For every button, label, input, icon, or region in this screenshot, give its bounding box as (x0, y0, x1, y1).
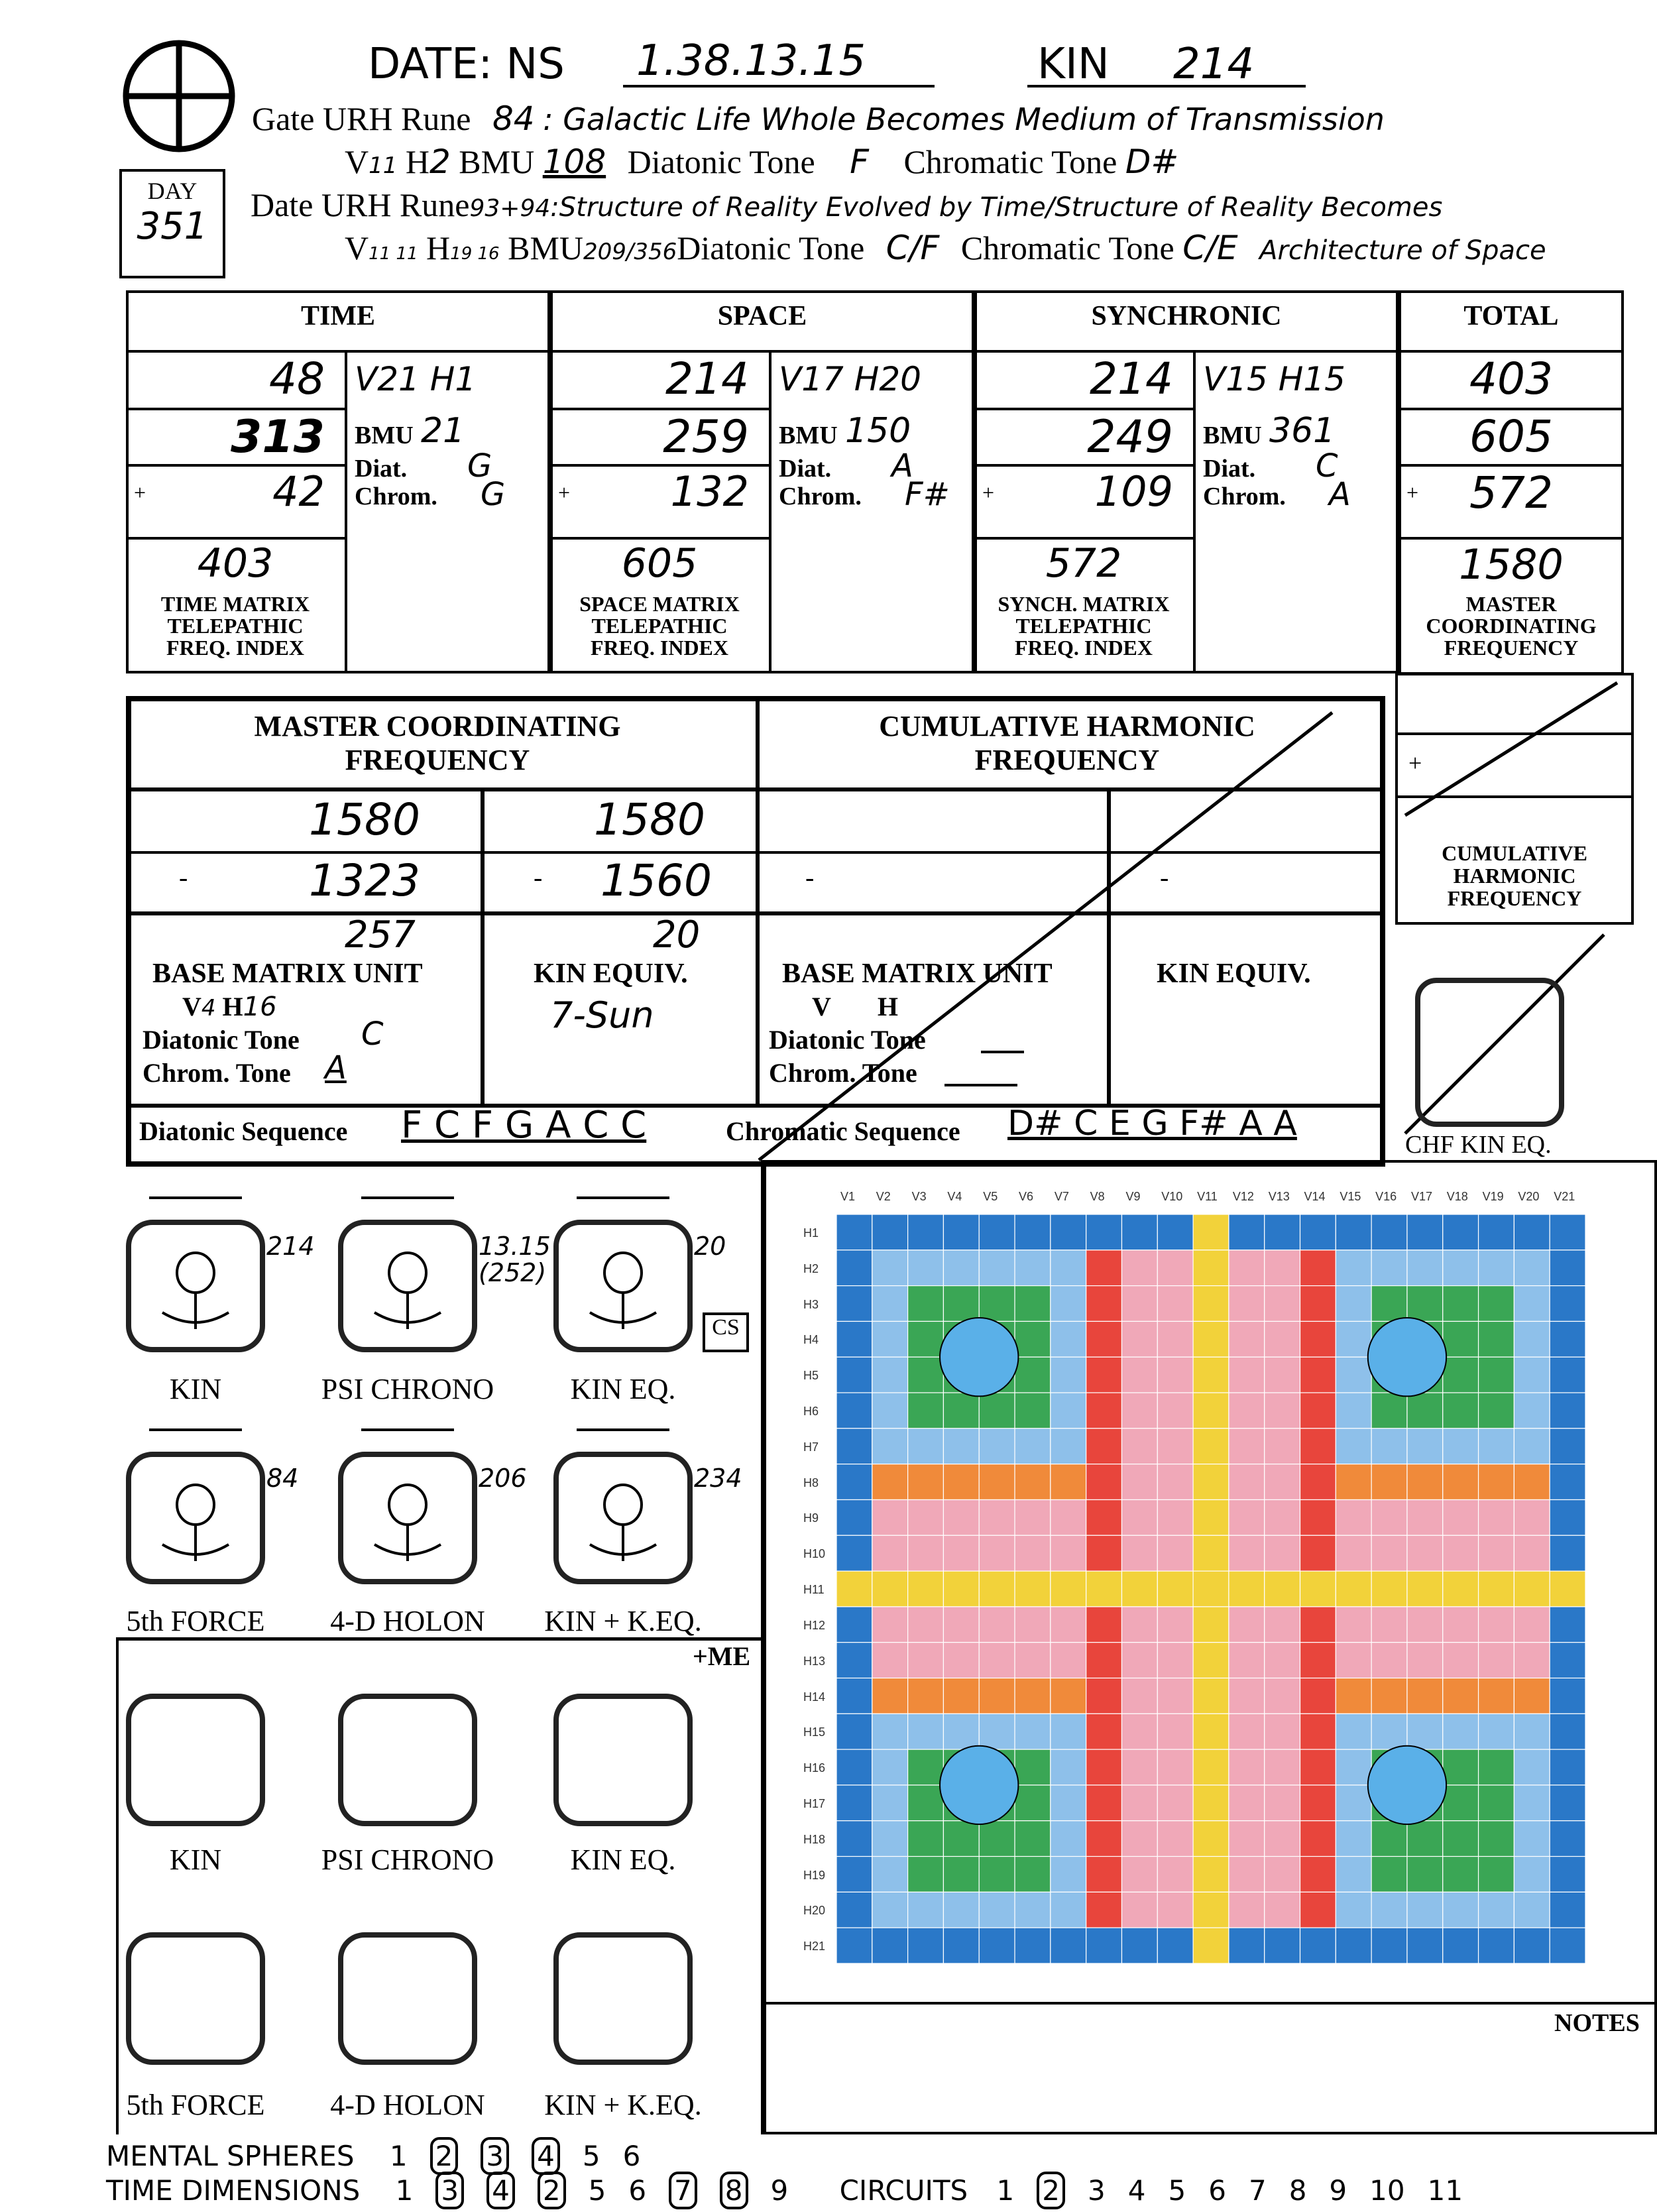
kin-equiv-label: KIN EQUIV. (534, 959, 688, 989)
footer-value: 3 (1088, 2174, 1106, 2207)
space-chrom: F# (905, 476, 950, 513)
gate-rune-value: 84 (492, 99, 535, 138)
chf-bmu-vh: V H (812, 992, 899, 1021)
glyph-caption: KIN (169, 1843, 222, 1876)
gate-v-value: 11 (369, 152, 398, 179)
grid-row-label: H8 (803, 1476, 819, 1489)
grid-col-label: V9 (1125, 1190, 1141, 1203)
mental-spheres-row (106, 2140, 663, 2172)
handdrawn-glyph-icon (577, 1240, 669, 1339)
total-r1: 403 (1469, 353, 1553, 404)
time-r3: 42 (272, 467, 325, 516)
matrix-header: TIME (300, 301, 375, 331)
footer-value: 5 (582, 2140, 600, 2172)
diatonic-seq-value: F C F G A C C (401, 1104, 647, 1147)
footer-value: 2 (1037, 2172, 1065, 2209)
grid-col-label: V7 (1054, 1190, 1069, 1203)
space-r2: 259 (663, 411, 749, 463)
diatonic-seq-label: Diatonic Sequence (139, 1116, 348, 1146)
synch-sum: 572 (1045, 540, 1122, 587)
grid-row-label: H5 (803, 1369, 819, 1383)
grid-col-label: V11 (1197, 1190, 1218, 1203)
grid-row-label: H19 (803, 1868, 826, 1882)
footer-value: 9 (1329, 2174, 1347, 2207)
grid-col-label: V1 (840, 1190, 856, 1203)
kin-equiv-value: 7-Sun (550, 994, 654, 1036)
glyph-box-kin (126, 1694, 265, 1826)
day-value: 351 (137, 205, 208, 248)
time-bmu: 21 (421, 411, 465, 451)
chrom-tone-label: Chrom. Tone (143, 1058, 291, 1088)
grid-svg (836, 1214, 1585, 1963)
date-rune-value: 93+94 (469, 195, 551, 222)
footer-value: 8 (1288, 2174, 1307, 2207)
chf-kin-eq-label: CHF KIN EQ. (1405, 1131, 1552, 1159)
bmu-label: BASE MATRIX UNIT (152, 959, 423, 989)
gate-diatonic-value: F (850, 143, 869, 181)
space-vh: V17 H20 (779, 360, 921, 398)
date-rune-text: :Structure of Reality Evolved by Time/Structure of Reality Becomes (550, 192, 1443, 223)
chf-title: CUMULATIVE HARMONIC FREQUENCY (879, 710, 1255, 776)
footer-value: 4 (486, 2172, 515, 2209)
footer-value: 3 (435, 2172, 464, 2209)
space-diat: A (891, 447, 913, 485)
chf-chrom-label: Chrom. Tone (769, 1058, 917, 1088)
gate-bmu-value: 108 (542, 143, 606, 181)
date-value: 1.38.13.15 (636, 36, 866, 86)
grid-col-label: V15 (1340, 1190, 1361, 1203)
glyph-value: 234 (694, 1464, 742, 1493)
circuits-label: CIRCUITS (839, 2174, 968, 2207)
glyph-box-psi-chrono (338, 1694, 477, 1826)
footer-value: 8 (720, 2172, 748, 2209)
day-label: DAY (147, 178, 198, 204)
glyph-caption: KIN + K.EQ. (544, 2089, 702, 2121)
time-r1: 48 (269, 353, 325, 404)
footer-value: 7 (1248, 2174, 1267, 2207)
glyph-caption: PSI CHRONO (321, 1373, 494, 1405)
date-diatonic-value: C/F (886, 229, 940, 267)
grid-row-label: H6 (803, 1405, 819, 1419)
footer-value: 6 (628, 2174, 647, 2207)
time-chrom: G (481, 476, 506, 513)
glyph-caption: KIN EQ. (570, 1373, 676, 1405)
grid-row-label: H7 (803, 1440, 819, 1454)
grid-col-label: V17 (1410, 1190, 1432, 1203)
glyph-caption: PSI CHRONO (321, 1843, 494, 1876)
synch-r2: 249 (1087, 411, 1173, 463)
matrix-header: TOTAL (1463, 301, 1559, 331)
glyph-value: 20 (694, 1232, 726, 1261)
grid-col-label: V4 (947, 1190, 962, 1203)
grid-row-label: H13 (803, 1654, 826, 1668)
chromatic-seq-value: D# C E G F# A A (1007, 1104, 1297, 1143)
space-r3: 132 (670, 467, 749, 516)
footer-value: 1 (395, 2174, 414, 2207)
footer-value: 11 (1427, 2174, 1463, 2207)
glyph-value: 214 (266, 1232, 315, 1261)
glyph-caption: 4-D HOLON (330, 1605, 485, 1637)
gate-h-value: 2 (429, 143, 451, 181)
chf-kin-eq-box (1415, 978, 1564, 1127)
grid-row-label: H18 (803, 1832, 826, 1846)
grid-row-label: H12 (803, 1618, 826, 1632)
grid-col-label: V10 (1161, 1190, 1183, 1203)
synch-r3: 109 (1094, 467, 1173, 516)
total-r3: 572 (1469, 467, 1553, 518)
footer-value: 2 (538, 2172, 566, 2209)
space-sum: 605 (621, 540, 698, 587)
gate-rune-label: Gate URH Rune (252, 100, 471, 137)
date-rune-text2: Architecture of Space (1259, 235, 1546, 266)
glyph-box-4-d-holon (338, 1932, 477, 2065)
grid-col-label: V12 (1232, 1190, 1254, 1203)
mcf-b1: 1580 (594, 794, 705, 845)
glyph-caption: 5th FORCE (126, 2089, 265, 2121)
date-h-value: 19 16 (450, 244, 500, 264)
grid-col-label: V16 (1375, 1190, 1397, 1203)
glyph-caption: KIN EQ. (570, 1843, 676, 1876)
synch-r1: 214 (1090, 353, 1173, 404)
grid-row-label: H21 (803, 1940, 826, 1953)
time-r2: 313 (231, 411, 325, 463)
synch-caption: SYNCH. MATRIX TELEPATHIC FREQ. INDEX (998, 592, 1170, 660)
matrix-header: SYNCHRONIC (1091, 301, 1282, 331)
mcf-a1: 1580 (309, 794, 420, 845)
notes-label: NOTES (1554, 2009, 1640, 2037)
cs-box: CS (703, 1312, 749, 1352)
space-bmu: 150 (845, 411, 911, 451)
glyph-value: 84 (266, 1464, 299, 1493)
chrom-tone-value: A (325, 1049, 347, 1086)
date-label: DATE: NS (368, 40, 565, 89)
synch-vh: V15 H15 (1203, 360, 1345, 398)
grid-col-label: V2 (876, 1190, 891, 1203)
time-dimensions-row (106, 2174, 1485, 2207)
glyph-caption: 5th FORCE (126, 1605, 265, 1637)
space-r1: 214 (665, 353, 749, 404)
date-detail-line: V11 11 H19 16 BMU209/356Diatonic Tone C/F Chromatic Tone C/E Architecture of Space (345, 229, 1546, 267)
bmu-h-value: 16 (243, 992, 277, 1022)
mcf-b2: 1560 (600, 855, 712, 906)
grid-col-label: V21 (1554, 1190, 1575, 1203)
grid-col-label: V5 (983, 1190, 998, 1203)
total-r2: 605 (1469, 411, 1553, 462)
footer-value: 2 (430, 2137, 459, 2175)
date-bmu-value: 209/356 (583, 239, 677, 265)
grid-col-label: V8 (1090, 1190, 1105, 1203)
bmu-vh: V4 H16 (182, 992, 277, 1022)
footer-value: 6 (1208, 2174, 1226, 2207)
grid-col-label: V3 (911, 1190, 927, 1203)
grid-row-label: H17 (803, 1796, 826, 1810)
footer-value: 4 (1127, 2174, 1146, 2207)
glyph-box-kin-k-eq- (553, 1932, 693, 2065)
glyph-box-5th-force (126, 1932, 265, 2065)
grid-col-label: V13 (1268, 1190, 1290, 1203)
chf-bmu-label: BASE MATRIX UNIT (782, 959, 1053, 989)
grid-col-label: V18 (1446, 1190, 1468, 1203)
chf-side-caption: CUMULATIVE HARMONIC FREQUENCY (1442, 841, 1587, 910)
grid-row-label: H2 (803, 1261, 819, 1275)
total-sum: 1580 (1459, 540, 1564, 589)
grid-row-label: H10 (803, 1547, 826, 1561)
grid-row-label: H11 (803, 1583, 825, 1597)
diatonic-tone-value: C (361, 1016, 384, 1053)
footer-value: 1 (996, 2174, 1015, 2207)
handdrawn-glyph-icon (361, 1240, 454, 1339)
footer-value: 4 (532, 2137, 560, 2175)
grid-row-label: H3 (803, 1297, 819, 1311)
time-vh: V21 H1 (355, 360, 477, 398)
time-dimensions-label: TIME DIMENSIONS (106, 2174, 361, 2207)
grid-row-label: H15 (803, 1725, 826, 1739)
date-chromatic-value: C/E (1182, 229, 1238, 267)
harmonic-grid (836, 1214, 1585, 1963)
gate-detail-line: V11 H2 BMU 108 Diatonic Tone F Chromatic Tone D# (345, 143, 1179, 181)
grid-col-label: V6 (1019, 1190, 1034, 1203)
glyph-caption: KIN + K.EQ. (544, 1605, 702, 1637)
handdrawn-glyph-icon (361, 1472, 454, 1571)
matrix-header: SPACE (717, 301, 807, 331)
glyph-caption: KIN (169, 1373, 222, 1405)
date-rune-label: Date URH Rune (251, 186, 470, 223)
bmu-v-value: 4 (201, 995, 216, 1021)
me-label: +ME (693, 1641, 751, 1671)
date-v-value: 11 11 (369, 244, 418, 264)
footer-value: 10 (1369, 2174, 1405, 2207)
synch-diat: C (1316, 447, 1338, 485)
synch-bmu: 361 (1269, 411, 1336, 451)
glyph-caption: 4-D HOLON (330, 2089, 485, 2121)
footer-value: 7 (669, 2172, 697, 2209)
grid-col-label: V20 (1518, 1190, 1540, 1203)
glyph-value: 13.15 (252) (479, 1232, 551, 1287)
space-caption: SPACE MATRIX TELEPATHIC FREQ. INDEX (579, 592, 740, 660)
time-sum: 403 (197, 540, 274, 587)
mental-spheres-label: MENTAL SPHERES (106, 2140, 355, 2172)
kin-label: KIN (1037, 40, 1110, 89)
grid-row-label: H9 (803, 1511, 819, 1525)
footer-value: 1 (389, 2140, 408, 2172)
time-caption: TIME MATRIX TELEPATHIC FREQ. INDEX (160, 592, 310, 660)
grid-row-label: H4 (803, 1333, 819, 1347)
glyph-box-kin-eq- (553, 1694, 693, 1826)
kin-value: 214 (1173, 40, 1255, 89)
mcf-b-result: 20 (653, 913, 701, 957)
mcf-a-result: 257 (345, 913, 416, 957)
total-caption: MASTER COORDINATING FREQUENCY (1426, 592, 1597, 660)
footer-value: 9 (770, 2174, 789, 2207)
grid-row-label: H20 (803, 1904, 826, 1918)
handdrawn-glyph-icon (577, 1472, 669, 1571)
grid-col-label: V14 (1304, 1190, 1326, 1203)
chf-diatonic-label: Diatonic Tone (769, 1025, 926, 1055)
footer-value: 6 (622, 2140, 641, 2172)
time-diat: G (467, 447, 492, 485)
handdrawn-glyph-icon (149, 1472, 242, 1571)
footer-value: 5 (588, 2174, 606, 2207)
grid-col-label: V19 (1482, 1190, 1504, 1203)
grid-row-label: H1 (803, 1226, 819, 1240)
gate-rune-text: : Galactic Life Whole Becomes Medium of Transmission (543, 101, 1385, 137)
glyph-value: 206 (479, 1464, 527, 1493)
grid-row-label: H14 (803, 1690, 826, 1704)
diatonic-tone-label: Diatonic Tone (143, 1025, 300, 1055)
mcf-title: MASTER COORDINATING FREQUENCY (254, 710, 621, 776)
footer-value: 3 (481, 2137, 509, 2175)
handdrawn-glyph-icon (149, 1240, 242, 1339)
gate-chromatic-value: D# (1125, 143, 1179, 181)
footer-value: 5 (1168, 2174, 1186, 2207)
chromatic-seq-label: Chromatic Sequence (726, 1116, 960, 1146)
chf-kin-equiv-label: KIN EQUIV. (1157, 959, 1311, 989)
grid-row-label: H16 (803, 1761, 826, 1775)
synch-chrom: A (1329, 476, 1351, 513)
mcf-a2: 1323 (309, 855, 420, 906)
